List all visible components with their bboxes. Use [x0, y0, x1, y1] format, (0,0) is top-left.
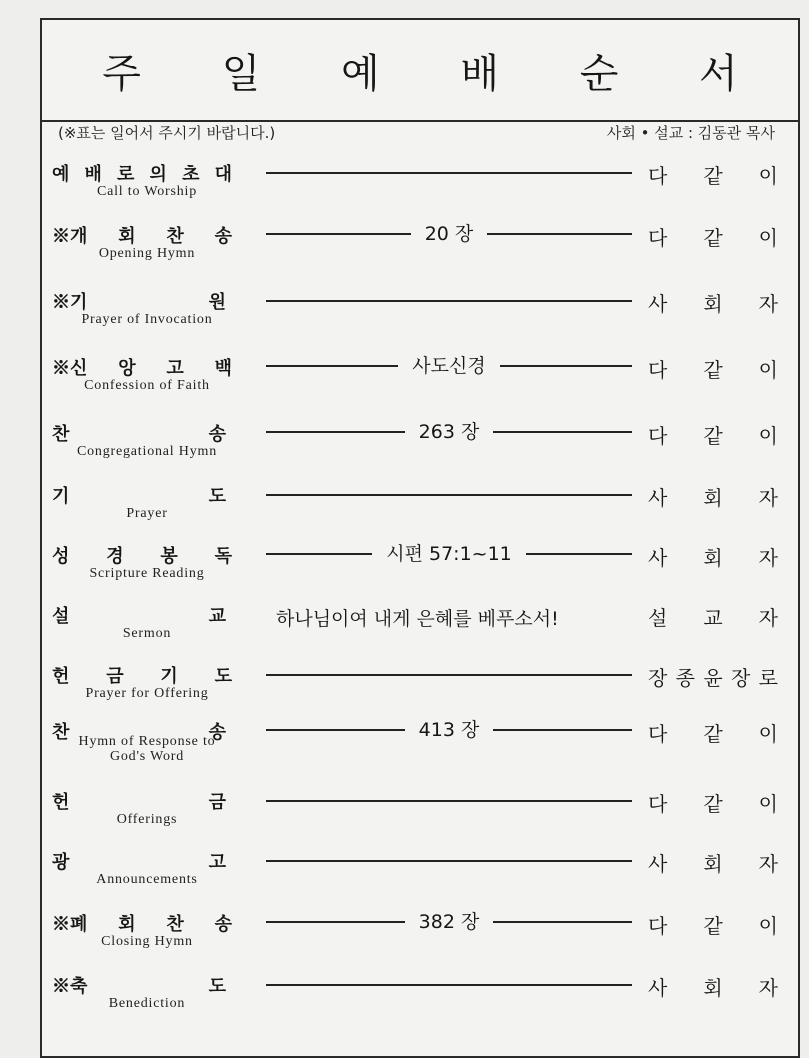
item-title-ko [52, 910, 232, 936]
leader-line-segment [266, 365, 398, 367]
responsible-char: 장 [648, 666, 668, 690]
leader-line [266, 172, 632, 174]
responsible-char: 같 [703, 358, 723, 382]
item-responsible [648, 910, 778, 939]
item-title-char: 고 [166, 358, 184, 379]
item-title-char: 찬 [166, 226, 184, 247]
item-title-char: 광 [52, 852, 70, 873]
responsible-char: 이 [758, 722, 778, 746]
service-leader: 사회 • 설교 : 김동관 목사 [606, 124, 775, 142]
item-title-ko [52, 848, 226, 874]
item-title-ko [52, 288, 226, 314]
responsible-char: 회 [703, 546, 723, 570]
item-title-char: 기 [160, 666, 178, 687]
responsible-char: 자 [758, 546, 778, 570]
service-item [0, 288, 809, 348]
leader-line [266, 719, 632, 741]
responsible-char: 사 [648, 546, 668, 570]
leader-line [266, 984, 632, 986]
item-detail: 20 장 [424, 223, 474, 245]
item-title-en: Benediction [108, 996, 186, 1011]
item-title-ko [52, 354, 232, 380]
item-title-en: Opening Hymn [98, 246, 196, 261]
responsible-char: 이 [758, 358, 778, 382]
item-title-ko [52, 482, 226, 508]
service-item [0, 222, 809, 282]
item-title-char: 고 [208, 852, 226, 873]
item-title-char: 앙 [118, 358, 136, 379]
leader-line [266, 355, 632, 377]
leader-line [266, 543, 632, 565]
responsible-char: 자 [758, 852, 778, 876]
responsible-char: 다 [648, 424, 668, 448]
responsible-char: 같 [703, 722, 723, 746]
item-title-char: 찬 [166, 914, 184, 935]
item-title-char: 송 [208, 722, 226, 743]
item-title-en: Prayer for Offering [85, 686, 209, 701]
item-title-en: Prayer [126, 506, 168, 521]
item-title-char: 대 [214, 164, 232, 185]
item-responsible [648, 482, 778, 511]
item-responsible [648, 160, 778, 189]
item-title-char: 금 [106, 666, 124, 687]
responsible-char: 회 [703, 292, 723, 316]
item-title-en: Announcements [96, 872, 198, 887]
page-title: 주 일 예 배 순 서 [102, 50, 772, 97]
responsible-char: 회 [703, 852, 723, 876]
item-responsible [648, 718, 778, 747]
responsible-char: 설 [648, 606, 668, 630]
item-title-char: 독 [214, 546, 232, 567]
service-item [0, 910, 809, 970]
responsible-char: 사 [648, 852, 668, 876]
item-title-char: 설 [52, 606, 70, 627]
item-title-char: 초 [182, 164, 200, 185]
item-title-en: Prayer of Invocation [81, 312, 213, 327]
item-title-char: 헌 [52, 792, 70, 813]
item-title-char: 교 [208, 606, 226, 627]
item-title-char: 성 [52, 546, 70, 567]
responsible-char: 사 [648, 486, 668, 510]
responsible-char: 같 [703, 914, 723, 938]
leader-line-segment [266, 553, 372, 555]
item-title-ko [52, 972, 226, 998]
leader-line [266, 421, 632, 443]
responsible-char: 자 [758, 486, 778, 510]
responsible-char: 다 [648, 226, 668, 250]
item-title-char: 백 [214, 358, 232, 379]
service-item [0, 788, 809, 848]
leader-line-segment [526, 553, 632, 555]
responsible-char: 윤 [703, 666, 723, 690]
leader-line [266, 911, 632, 933]
item-title-char: 경 [106, 546, 124, 567]
responsible-char: 종 [675, 666, 695, 690]
leader-line-segment [266, 921, 405, 923]
item-title-ko [52, 602, 226, 628]
responsible-char: 사 [648, 292, 668, 316]
responsible-char: 같 [703, 164, 723, 188]
responsible-char: 이 [758, 226, 778, 250]
item-responsible [648, 420, 778, 449]
item-title-char: 찬 [52, 424, 70, 445]
responsible-char: 교 [703, 606, 723, 630]
item-title-en: Sermon [122, 626, 172, 641]
item-responsible [648, 288, 778, 317]
responsible-char: 같 [703, 226, 723, 250]
responsible-char: 회 [703, 976, 723, 1000]
service-item [0, 482, 809, 542]
leader-line-segment [493, 729, 632, 731]
sermon-title: 하나님이여 내게 은혜를 베푸소서! [276, 608, 559, 630]
item-title-char: 로 [117, 164, 135, 185]
responsible-char: 다 [648, 164, 668, 188]
responsible-char: 장 [730, 666, 751, 690]
item-title-char: ※기 [52, 292, 88, 313]
responsible-char: 다 [648, 792, 668, 816]
item-title-en: Congregational Hymn [76, 444, 217, 459]
service-item [0, 848, 809, 908]
item-title-char: 금 [208, 792, 226, 813]
item-title-ko [52, 420, 226, 446]
item-detail: 사도신경 [412, 355, 486, 377]
item-title-en: Offerings [116, 812, 178, 827]
item-title-ko [52, 662, 232, 688]
leader-line-segment [500, 365, 632, 367]
item-title-char: 봉 [160, 546, 178, 567]
leader-line-segment [266, 431, 405, 433]
item-title-char: 송 [214, 226, 232, 247]
item-title-ko [52, 542, 232, 568]
responsible-char: 회 [703, 486, 723, 510]
leader-line-segment [493, 431, 632, 433]
item-detail: 382 장 [418, 911, 480, 933]
responsible-char: 이 [758, 424, 778, 448]
responsible-char: 이 [758, 914, 778, 938]
item-title-en: Hymn of Response to God's Word [78, 734, 216, 764]
item-responsible [648, 662, 778, 691]
item-title-char: 도 [208, 976, 226, 997]
service-item [0, 602, 809, 662]
item-title-char: 송 [214, 914, 232, 935]
item-title-char: 송 [208, 424, 226, 445]
item-title-char: ※폐 [52, 914, 88, 935]
item-title-ko [52, 160, 232, 186]
leader-line [266, 860, 632, 862]
item-detail: 시편 57:1~11 [386, 543, 512, 565]
service-item [0, 354, 809, 414]
service-item [0, 542, 809, 602]
item-title-en: Confession of Faith [84, 378, 210, 393]
item-responsible [648, 222, 778, 251]
item-title-char: 의 [149, 164, 167, 185]
responsible-char: 자 [758, 292, 778, 316]
item-title-en: Call to Worship [96, 184, 198, 199]
service-item [0, 160, 809, 220]
item-title-char: 기 [52, 486, 70, 507]
item-title-ko [52, 222, 232, 248]
responsible-char: 같 [703, 792, 723, 816]
service-item [0, 420, 809, 480]
item-title-en: Closing Hymn [101, 934, 193, 949]
item-title-en: Scripture Reading [89, 566, 205, 581]
responsible-char: 로 [758, 666, 778, 690]
leader-line [266, 674, 632, 676]
leader-line-segment [266, 729, 405, 731]
responsible-char: 이 [758, 164, 778, 188]
leader-line [266, 223, 632, 245]
item-title-char: ※개 [52, 226, 88, 247]
item-title-char: 도 [208, 486, 226, 507]
item-title-char: ※신 [52, 358, 88, 379]
item-responsible [648, 788, 778, 817]
item-title-char: 찬 [52, 722, 70, 743]
item-detail: 413 장 [418, 719, 480, 741]
responsible-char: 이 [758, 792, 778, 816]
responsible-char: 사 [648, 976, 668, 1000]
leader-line [266, 800, 632, 802]
responsible-char: 같 [703, 424, 723, 448]
item-title-char: 회 [118, 914, 136, 935]
responsible-char: 자 [758, 606, 778, 630]
leader-line-segment [487, 233, 632, 235]
responsible-char: 다 [648, 914, 668, 938]
item-responsible [648, 542, 778, 571]
item-responsible [648, 848, 778, 877]
service-item [0, 972, 809, 1032]
item-title-char: 배 [84, 164, 102, 185]
leader-line-segment [266, 233, 411, 235]
item-title-ko [52, 788, 226, 814]
title-box [42, 20, 798, 122]
item-detail: 263 장 [418, 421, 480, 443]
responsible-char: 다 [648, 358, 668, 382]
item-responsible [648, 354, 778, 383]
item-title-char: 예 [52, 164, 70, 185]
leader-line [266, 300, 632, 302]
item-title-char: 도 [214, 666, 232, 687]
responsible-char: 자 [758, 976, 778, 1000]
leader-line [266, 494, 632, 496]
responsible-char: 다 [648, 722, 668, 746]
item-title-char: ※축 [52, 976, 88, 997]
item-title-char: 헌 [52, 666, 70, 687]
item-title-char: 원 [208, 292, 226, 313]
leader-line-segment [493, 921, 632, 923]
item-title-char: 회 [118, 226, 136, 247]
service-item [0, 718, 809, 778]
item-responsible [648, 972, 778, 1001]
item-responsible [648, 602, 778, 631]
service-item [0, 662, 809, 722]
standing-note: (※표는 일어서 주시기 바랍니다.) [58, 124, 276, 142]
